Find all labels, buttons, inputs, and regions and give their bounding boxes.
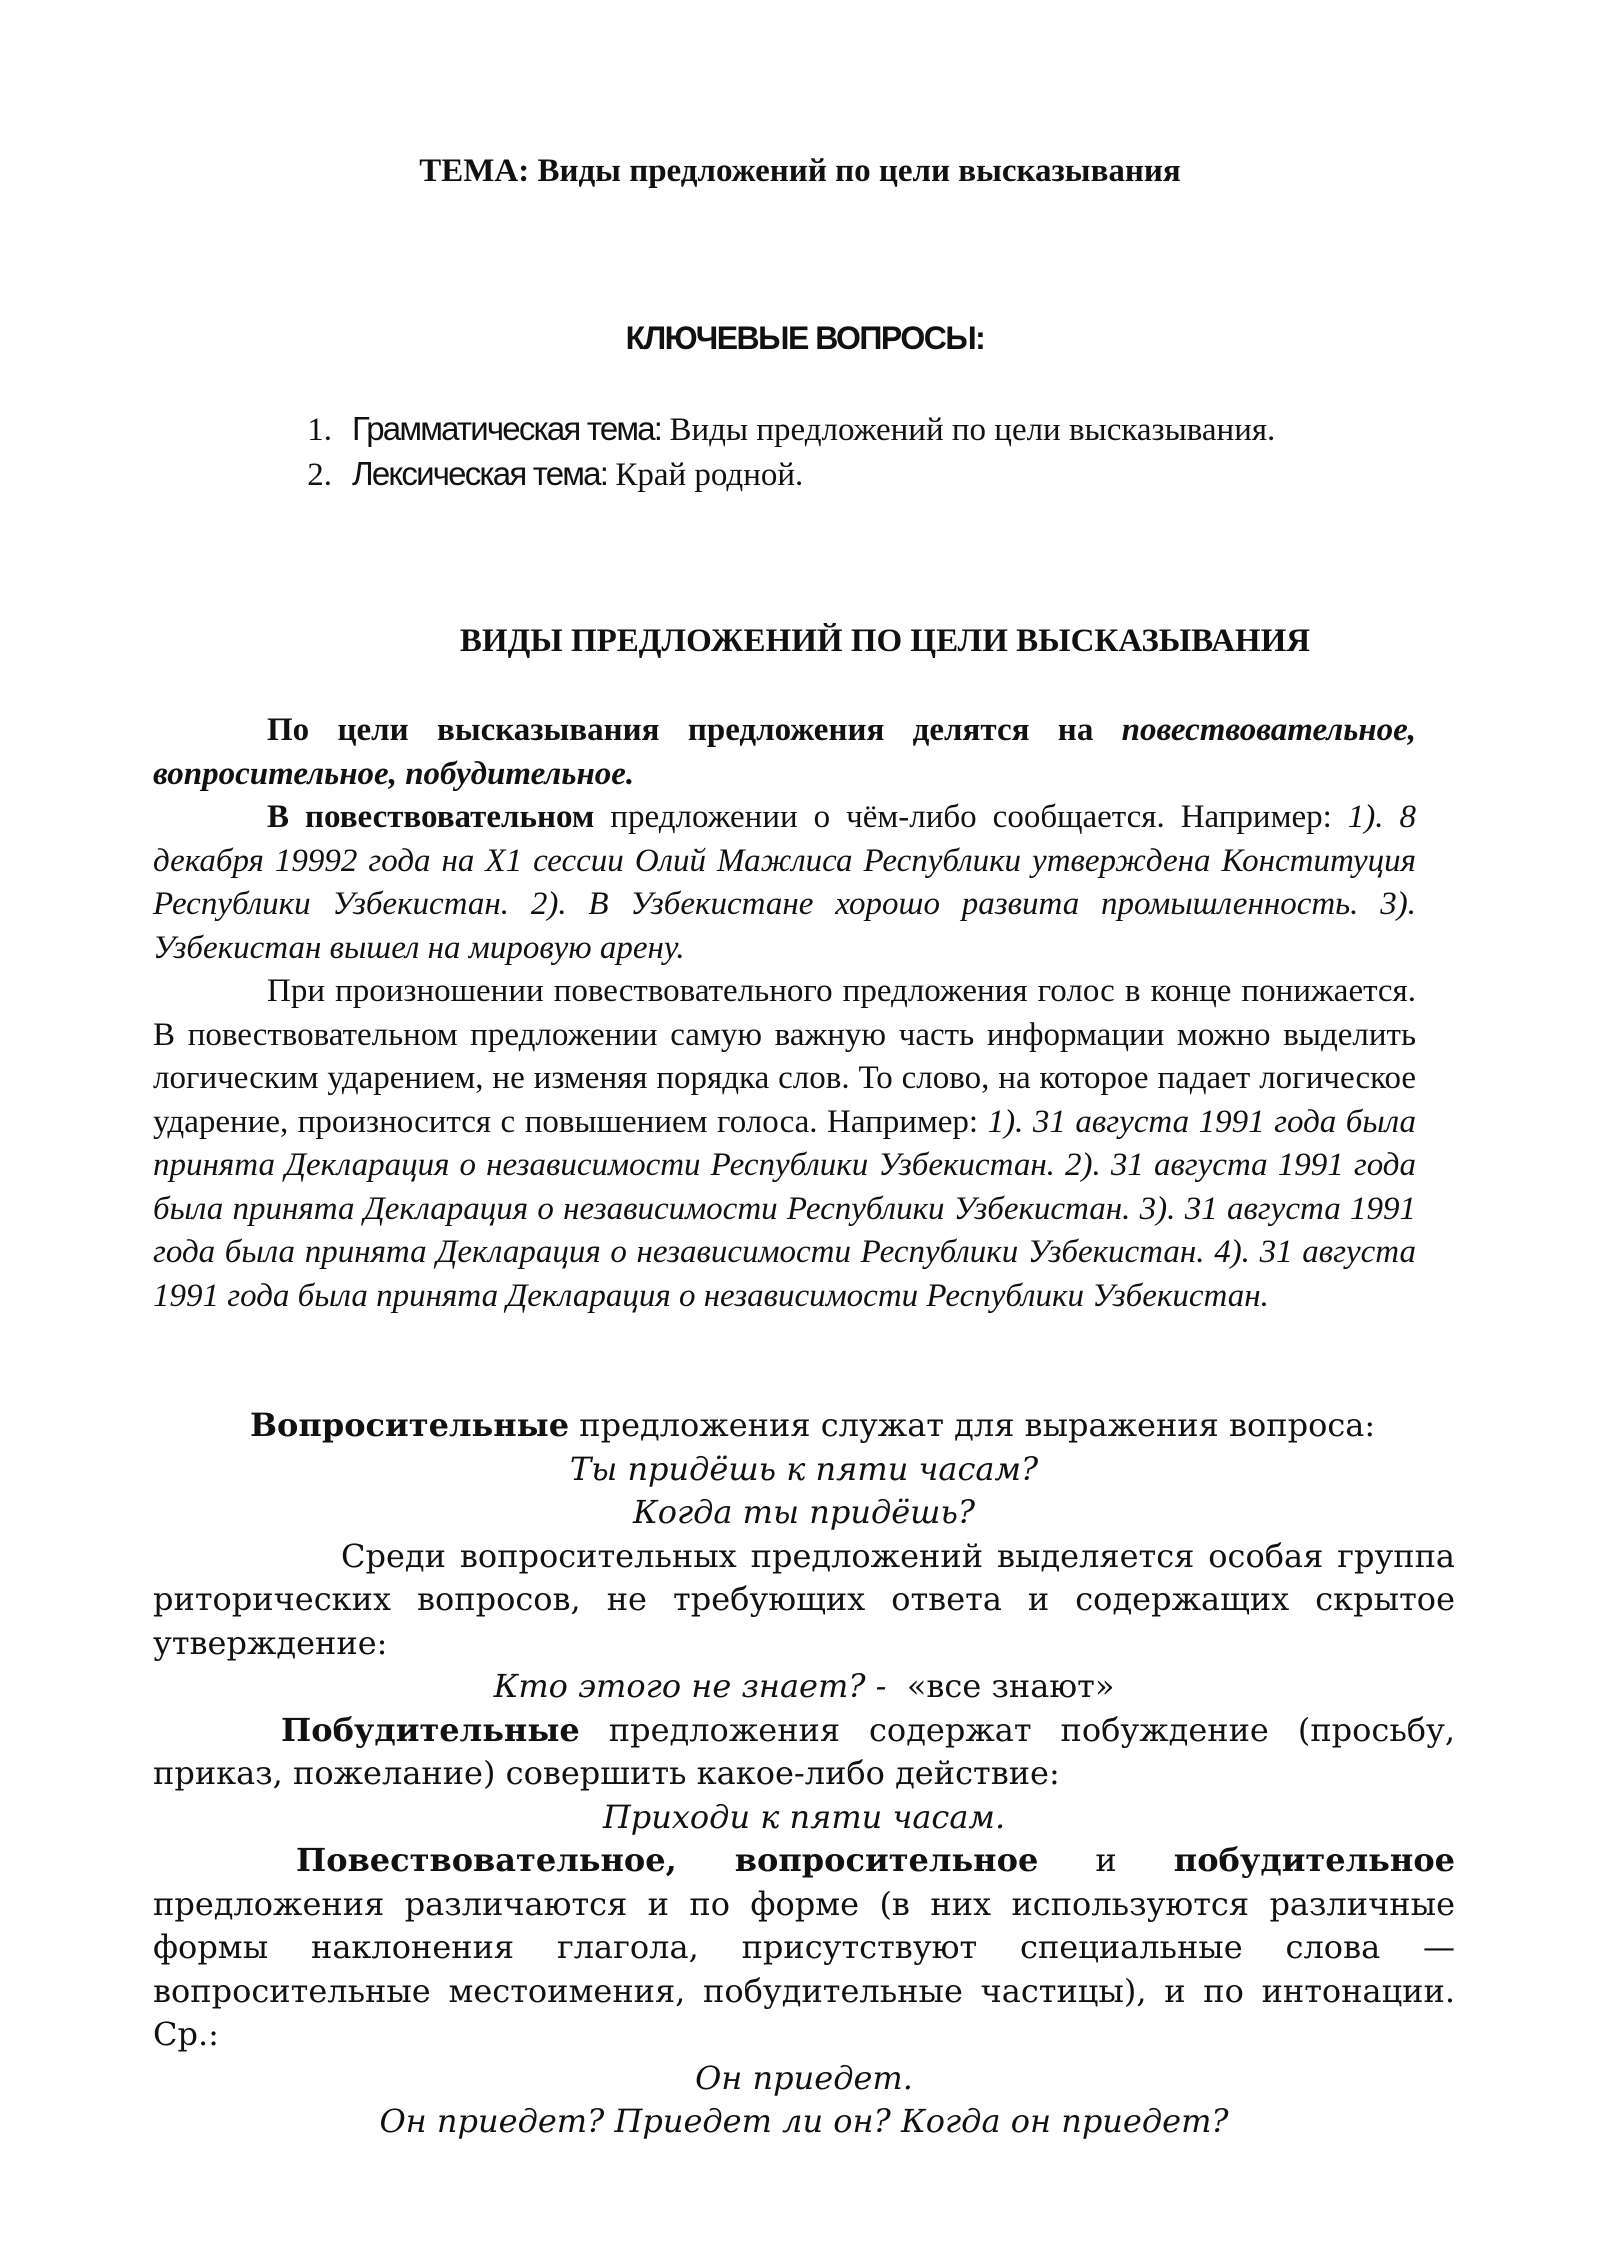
paragraph-text: предложения служат для выражения вопроса: — [579, 1406, 1376, 1444]
paragraph-text: предложении о чём-либо сообщается. Например: — [610, 799, 1332, 835]
paragraph-interrogative — [153, 1404, 1455, 1448]
example-line: Когда ты придёшь? — [632, 1493, 976, 1531]
body-text-part-1 — [153, 709, 1416, 1318]
list-number: 1. — [307, 412, 332, 448]
paragraph-text: Среди вопросительных предложений выделяется особая группа риторических вопросов, не требующих ответа и содержащих скрытое утверждение: — [153, 1536, 1455, 1662]
bold-term: В повествовательном — [267, 799, 595, 835]
bold-italic-text: повествовательное, вопросительное, побудительное. — [153, 712, 1417, 792]
list-number: 2. — [307, 457, 332, 493]
bold-term: Вопросительные — [250, 1406, 570, 1444]
key-questions-list — [270, 407, 1470, 497]
paragraph-intonation — [153, 970, 1416, 1318]
section-heading: ВИДЫ ПРЕДЛОЖЕНИЙ ПО ЦЕЛИ ВЫСКАЗЫВАНИЯ — [459, 623, 1311, 659]
bold-term: Побудительные — [281, 1710, 580, 1749]
bold-term: побудительное — [1173, 1841, 1456, 1879]
paragraph-text: предложения содержат побуждение (просьбу, приказ, пожелание) совершить какое-либо действие: — [153, 1710, 1456, 1792]
paragraph-text: При произношении повествовательного предложения голос в конце понижается. В повествовательном предложении самую важную часть информации можно выделить логическим ударением, не изменяя порядка слов. То слово, на которое падает логическое ударение, произносится с повышением голоса. Например: — [153, 973, 1416, 1140]
bold-term: Повествовательное, вопросительное — [296, 1841, 1039, 1879]
paragraph-intro — [153, 709, 1416, 796]
paragraph-imperative — [153, 1709, 1455, 1796]
example-line: Он приедет? Приедет ли он? Когда он приедет? — [379, 2102, 1229, 2140]
bold-text: По цели высказывания предложения делятся на — [267, 712, 1094, 748]
example-line: Приходи к пяти часам. — [602, 1797, 1006, 1836]
paragraph-rhetorical — [153, 1535, 1455, 1666]
list-item — [270, 407, 1470, 452]
key-questions-heading: КЛЮЧЕВЫЕ ВОПРОСЫ: — [625, 320, 985, 356]
example-answer: «все знают» — [906, 1667, 1115, 1705]
example-line: Он приедет. — [695, 2058, 913, 2097]
paragraph-text: предложения различаются и по форме (в них используются различные формы наклонения глагола, присутствуют специальные слова — вопросительные местоимения, побудительные частицы), и по интонации. Ср.: — [153, 1884, 1455, 2053]
example-line: Ты придёшь к пяти часам? — [569, 1449, 1039, 1488]
paragraph-narrative — [153, 796, 1416, 970]
paragraph-comparison — [153, 1839, 1455, 2057]
example-line — [153, 1665, 1455, 1709]
example-text: Кто этого не знает? - — [493, 1667, 887, 1705]
list-item — [270, 452, 1470, 497]
list-item-text: Виды предложений по цели высказывания. — [669, 412, 1276, 448]
list-item-text: Край родной. — [615, 457, 804, 493]
list-item-label: Грамматическая тема: — [352, 410, 662, 447]
example-text: 1). 31 августа 1991 года была принята Декларация о независимости Республики Узбекистан. 2). 31 августа 1991 года была принята Декларация о независимости Республики Узбекистан. 3). 31 августа 1991 года была принята Декларация о независимости Республики Узбекистан. 4). 31 августа 1991 года была принята Декларация о независимости Республики Узбекистан. — [153, 1103, 1417, 1314]
example-text: 1). 8 декабря 19992 года на Х1 сессии Олий Мажлиса Республики утверждена Конституция Республики Узбекистан. 2). В Узбекистане хорошо развита промышленность. 3). Узбекистан вышел на мировую арену. — [153, 799, 1417, 966]
list-item-label: Лексическая тема: — [352, 455, 608, 492]
page-title: ТЕМА: Виды предложений по цели высказывания — [419, 153, 1181, 189]
body-text-part-2 — [153, 1404, 1455, 2144]
conjunction-text: и — [1095, 1841, 1117, 1879]
